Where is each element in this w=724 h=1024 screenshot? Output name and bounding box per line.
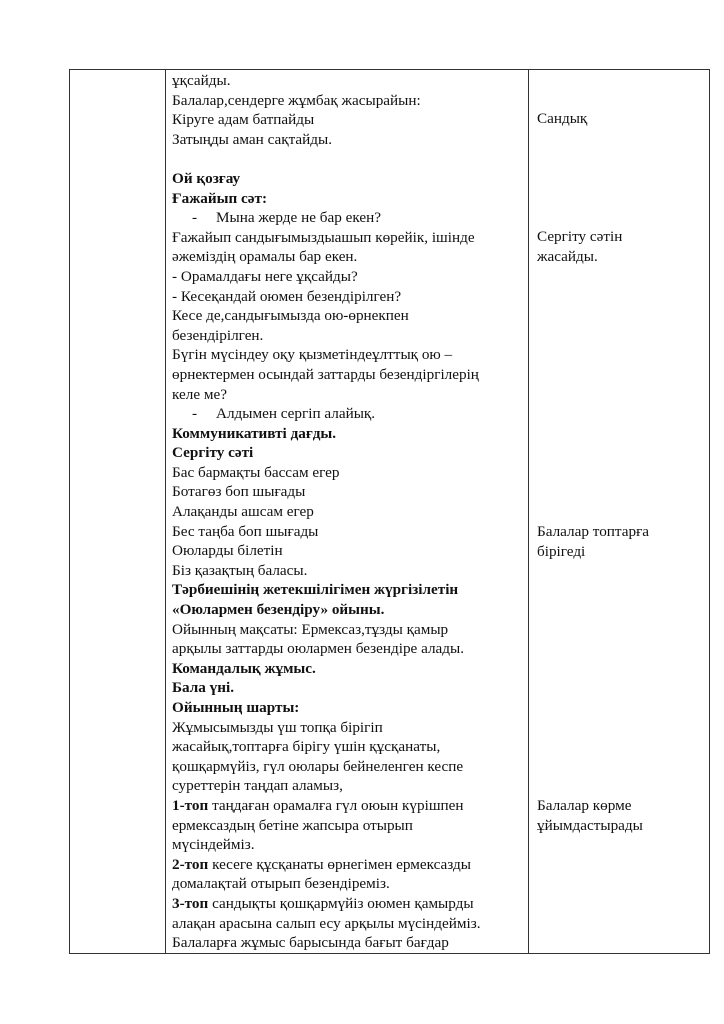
text-line bbox=[172, 365, 524, 385]
line-text: Алдымен сергіп алайық. bbox=[216, 405, 376, 423]
text-line bbox=[172, 933, 524, 953]
line-text: ермексаздың бетіне жапсыра отырып bbox=[172, 816, 413, 834]
text-line bbox=[172, 541, 524, 561]
line-text: суреттерін таңдап аламыз, bbox=[172, 777, 343, 795]
line-text: әжеміздің орамалы бар екен. bbox=[172, 248, 358, 266]
text-line bbox=[172, 855, 524, 875]
group-label: 2-топ bbox=[172, 855, 213, 873]
line-text: Коммуникативті дағды. bbox=[172, 424, 337, 442]
left-empty-cell bbox=[70, 70, 166, 954]
note-line: ұйымдастырады bbox=[537, 816, 643, 834]
line-text: Бүгін мүсіндеу оқу қызметіндеұлттық ою – bbox=[172, 346, 453, 364]
line-text: безендірілген. bbox=[172, 326, 264, 344]
text-line bbox=[172, 894, 524, 914]
line-text: Сергіту сәті bbox=[172, 444, 254, 462]
section-heading bbox=[172, 424, 524, 444]
line-text: Кіруге адам батпайды bbox=[172, 111, 315, 129]
line-text: Ботагөз боп шығады bbox=[172, 483, 306, 501]
line-text: Біз қазақтың баласы. bbox=[172, 561, 308, 579]
text-line bbox=[172, 306, 524, 326]
line-text: алақан арасына салып есу арқылы мүсіндейміз. bbox=[172, 914, 481, 932]
text-line bbox=[172, 639, 524, 659]
line-text: қошқармүйіз, гүл оюлары бейнеленген кеспе bbox=[172, 757, 464, 775]
line-text: Кесе де,сандығымызда ою-өрнекпен bbox=[172, 307, 409, 325]
text-line bbox=[172, 835, 524, 855]
text-line bbox=[172, 345, 524, 365]
line-text: сандықты қошқармүйіз оюмен қамырды bbox=[212, 894, 474, 912]
text-line bbox=[172, 463, 524, 483]
line-text: Командалық жұмыс. bbox=[172, 659, 316, 677]
group-label: 1-топ bbox=[172, 796, 213, 814]
note-line: жасайды. bbox=[537, 247, 598, 265]
line-text: кесеге құсқанаты өрнегімен ермексазды bbox=[212, 855, 471, 873]
section-heading bbox=[172, 678, 524, 698]
note-line: Сандық bbox=[537, 110, 588, 127]
line-text: Ойынның шарты: bbox=[172, 699, 300, 716]
text-line bbox=[172, 737, 524, 757]
text-line bbox=[172, 776, 524, 796]
line-text: Ой қозғау bbox=[172, 169, 241, 187]
line-text: Ойынның мақсаты: Ермексаз,тұзды қамыр bbox=[172, 620, 449, 638]
line-text: Бас бармақты бассам егер bbox=[172, 463, 340, 481]
note-exhibition bbox=[537, 796, 643, 835]
line-text: - Кесеқандай оюмен безендірілген? bbox=[172, 287, 402, 305]
line-text: Мына жерде не бар екен? bbox=[216, 209, 381, 227]
line-text: домалақтай отырып безендіреміз. bbox=[172, 875, 390, 893]
text-line bbox=[172, 482, 524, 502]
note-line: Балалар көрме bbox=[537, 797, 632, 814]
text-line bbox=[172, 267, 524, 287]
line-text: «Оюлармен безендіру» ойыны. bbox=[172, 601, 385, 619]
note-line: Сергіту сәтін bbox=[537, 228, 623, 245]
line-text: Бала үні. bbox=[172, 679, 235, 697]
text-line bbox=[172, 385, 524, 405]
dash-bullet: - bbox=[192, 209, 198, 227]
text-line bbox=[172, 816, 524, 836]
text-line bbox=[172, 130, 524, 150]
line-text: ұқсайды. bbox=[172, 72, 231, 89]
text-line bbox=[172, 561, 524, 581]
line-text: Ғажайып сандығымыздыашып көрейік, ішінде bbox=[172, 228, 475, 246]
text-line bbox=[172, 874, 524, 894]
lesson-plan-table bbox=[69, 69, 710, 954]
line-text: өрнектермен осындай заттарды безендіргілерің bbox=[172, 365, 479, 383]
note-line: бірігеді bbox=[537, 542, 586, 560]
line-text: Оюларды білетін bbox=[172, 542, 283, 560]
text-line bbox=[172, 287, 524, 307]
line-text: мүсіндейміз. bbox=[172, 836, 255, 854]
line-text: келе ме? bbox=[172, 385, 227, 403]
text-line bbox=[172, 326, 524, 346]
line-text: Тәрбиешінің жетекшілігімен жүргізілетін bbox=[172, 581, 459, 599]
section-heading bbox=[172, 189, 524, 209]
section-heading bbox=[172, 169, 524, 189]
dash-bullet: - bbox=[192, 405, 198, 423]
line-text: Затыңды аман сақтайды. bbox=[172, 130, 333, 148]
line-text: Бес таңба боп шығады bbox=[172, 522, 319, 540]
text-line bbox=[172, 757, 524, 777]
notes-cell bbox=[529, 70, 710, 954]
main-content-cell bbox=[166, 70, 529, 954]
text-line bbox=[172, 91, 524, 111]
text-line bbox=[172, 208, 524, 228]
text-line bbox=[172, 247, 524, 267]
text-line bbox=[172, 228, 524, 248]
line-text: Ғажайып сәт: bbox=[172, 189, 268, 207]
note-sergitu bbox=[537, 227, 622, 266]
line-text: Алақанды ашсам егер bbox=[172, 503, 314, 521]
line-text: Жұмысымызды үш топқа бірігіп bbox=[172, 718, 383, 736]
text-line bbox=[172, 71, 524, 91]
note-groups bbox=[537, 522, 649, 561]
text-line bbox=[172, 522, 524, 542]
line-text: Балалар,сендерге жұмбақ жасырайын: bbox=[172, 91, 421, 109]
line-text: таңдаған орамалға гүл оюын күрішпен bbox=[212, 796, 464, 814]
text-line bbox=[172, 796, 524, 816]
section-heading bbox=[172, 580, 524, 600]
note-sandyk bbox=[537, 109, 587, 129]
text-line bbox=[172, 404, 524, 424]
line-text: жасайық,топтарға бірігу үшін құсқанаты, bbox=[172, 738, 441, 756]
section-heading bbox=[172, 659, 524, 679]
section-heading bbox=[172, 443, 524, 463]
group-label: 3-топ bbox=[172, 894, 213, 912]
note-line: Балалар топтарға bbox=[537, 523, 650, 540]
table-row bbox=[70, 70, 710, 954]
text-line bbox=[172, 149, 524, 169]
line-text: Балаларға жұмыс барысында бағыт бағдар bbox=[172, 934, 449, 952]
line-text: арқылы заттарды оюлармен безендіре алады. bbox=[172, 640, 465, 658]
text-line bbox=[172, 914, 524, 934]
text-line bbox=[172, 620, 524, 640]
line-text: - Орамалдағы неге ұқсайды? bbox=[172, 267, 358, 285]
text-line bbox=[172, 718, 524, 738]
section-heading bbox=[172, 698, 524, 718]
text-line bbox=[172, 502, 524, 522]
main-content bbox=[166, 70, 528, 953]
section-heading bbox=[172, 600, 524, 620]
notes-column bbox=[529, 70, 709, 953]
text-line bbox=[172, 110, 524, 130]
